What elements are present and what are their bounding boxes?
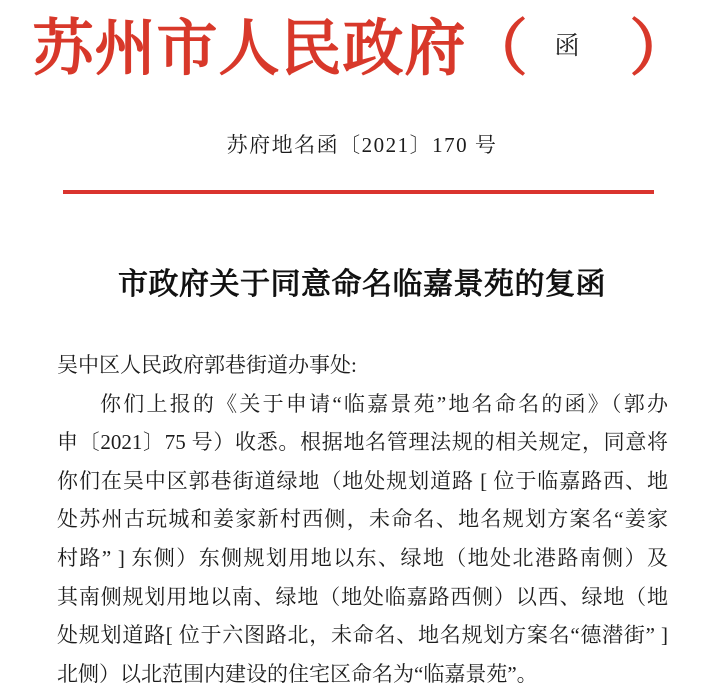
body-line: 北侧）以北范围内建设的住宅区命名为“临嘉景苑”。 bbox=[57, 661, 538, 686]
body-line: 你们上报的《关于申请“临嘉景苑”地名命名的函》（郭办 bbox=[100, 391, 668, 416]
document-body bbox=[57, 346, 668, 688]
body-line: 申〔2021〕75 号）收悉。根据地名管理法规的相关规定，同意将 bbox=[57, 430, 668, 455]
red-separator-rule bbox=[63, 190, 654, 194]
letterhead-doc-type-char: 函 bbox=[554, 33, 580, 60]
body-line: 你们在吴中区郭巷街道绿地（地处规划道路 [ 位于临嘉路西、地 bbox=[57, 468, 668, 493]
document-title: 市政府关于同意命名临嘉景苑的复函 bbox=[118, 268, 606, 301]
document-reference-number: 苏府地名函〔2021〕170 号 bbox=[226, 133, 498, 157]
body-line: 处规划道路[ 位于六图路北，未命名、地名规划方案名“德潜街” ] bbox=[57, 623, 668, 648]
letterhead-org-name-suffix: ） bbox=[629, 16, 692, 83]
letterhead-org-name-prefix: 苏州市人民政府（ bbox=[32, 16, 529, 83]
body-line: 村路” ] 东侧）东侧规划用地以东、绿地（地处北港路南侧）及 bbox=[57, 545, 668, 570]
letterhead bbox=[0, 0, 724, 94]
body-line: 其南侧规划用地以南、绿地（地处临嘉路西侧）以西、绿地（地 bbox=[57, 584, 668, 609]
salutation-line: 吴中区人民政府郭巷街道办事处: bbox=[57, 353, 357, 377]
body-line: 处苏州古玩城和姜家新村西侧，未命名、地名规划方案名“姜家 bbox=[57, 507, 668, 532]
